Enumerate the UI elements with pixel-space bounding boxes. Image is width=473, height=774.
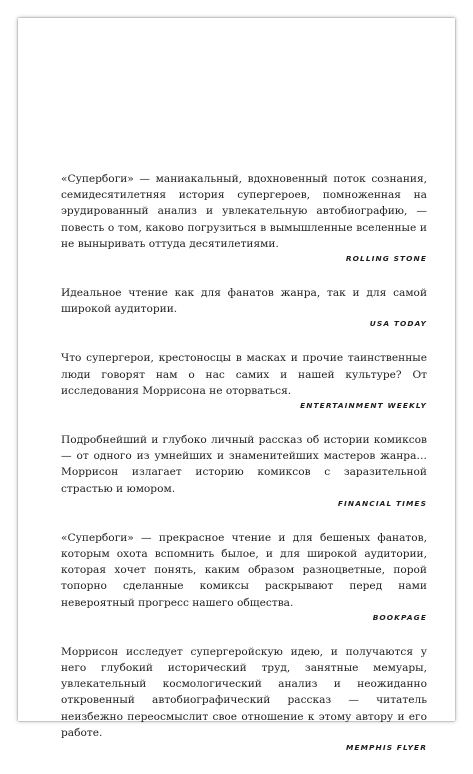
quote-text: «Супербоги» — прекрасное чтение и для бешеных фанатов, которым охота вспомнить былое, и для широкой аудитории, которая хочет понять, каким образом разноцветные, порой топорно сделанные комиксы раскрывают перед нами невероятный прогресс нашего общества. bbox=[61, 531, 427, 609]
quote-source: FINANCIAL TIMES bbox=[337, 498, 427, 508]
review-quote bbox=[61, 350, 427, 411]
quote-source: ENTERTAINMENT WEEKLY bbox=[300, 401, 427, 411]
quote-text: Что супергерои, крестоносцы в масках и прочие таинственные люди говорят нам о нас самих и нашей культуре? От исследования Моррисона не оторваться. bbox=[61, 352, 427, 397]
review-quotes bbox=[61, 171, 427, 774]
quote-source: ROLLING STONE bbox=[345, 254, 427, 264]
review-quote bbox=[61, 644, 427, 753]
quote-text: «Супербоги» — маниакальный, вдохновенный поток сознания, семидесятилетняя история супергероев, помноженная на эрудированный анализ и увлекательную автобиографию, — повесть о том, каково погрузиться в вымышленные вселенные и не выныривать оттуда десятилетиями. bbox=[61, 173, 427, 250]
review-quote bbox=[61, 171, 427, 264]
quote-text: Подробнейший и глубоко личный рассказ об истории комиксов — от одного из умнейших и знаменитейших мастеров жанра… Моррисон излагает историю комиксов с заразительной страстью и юмором. bbox=[61, 434, 427, 495]
review-quote bbox=[61, 432, 427, 509]
quote-source: MEMPHIS FLYER bbox=[345, 743, 427, 753]
quote-text: Идеальное чтение как для фанатов жанра, так и для самой широкой аудитории. bbox=[61, 287, 427, 316]
quote-source: BOOKPAGE bbox=[372, 612, 427, 622]
review-quote bbox=[61, 285, 427, 329]
review-quote bbox=[61, 530, 427, 623]
quote-text: Моррисон исследует супергеройскую идею, и получаются у него глубокий исторический труд, занятные мемуары, увлекательный космологический анализ и неожиданно откровенный автобиографический рассказ — читатель неизбежно переосмыслит свое отношение к этому автору и его работе. bbox=[61, 645, 427, 739]
book-page bbox=[18, 18, 455, 753]
quote-source: USA TODAY bbox=[369, 319, 427, 329]
